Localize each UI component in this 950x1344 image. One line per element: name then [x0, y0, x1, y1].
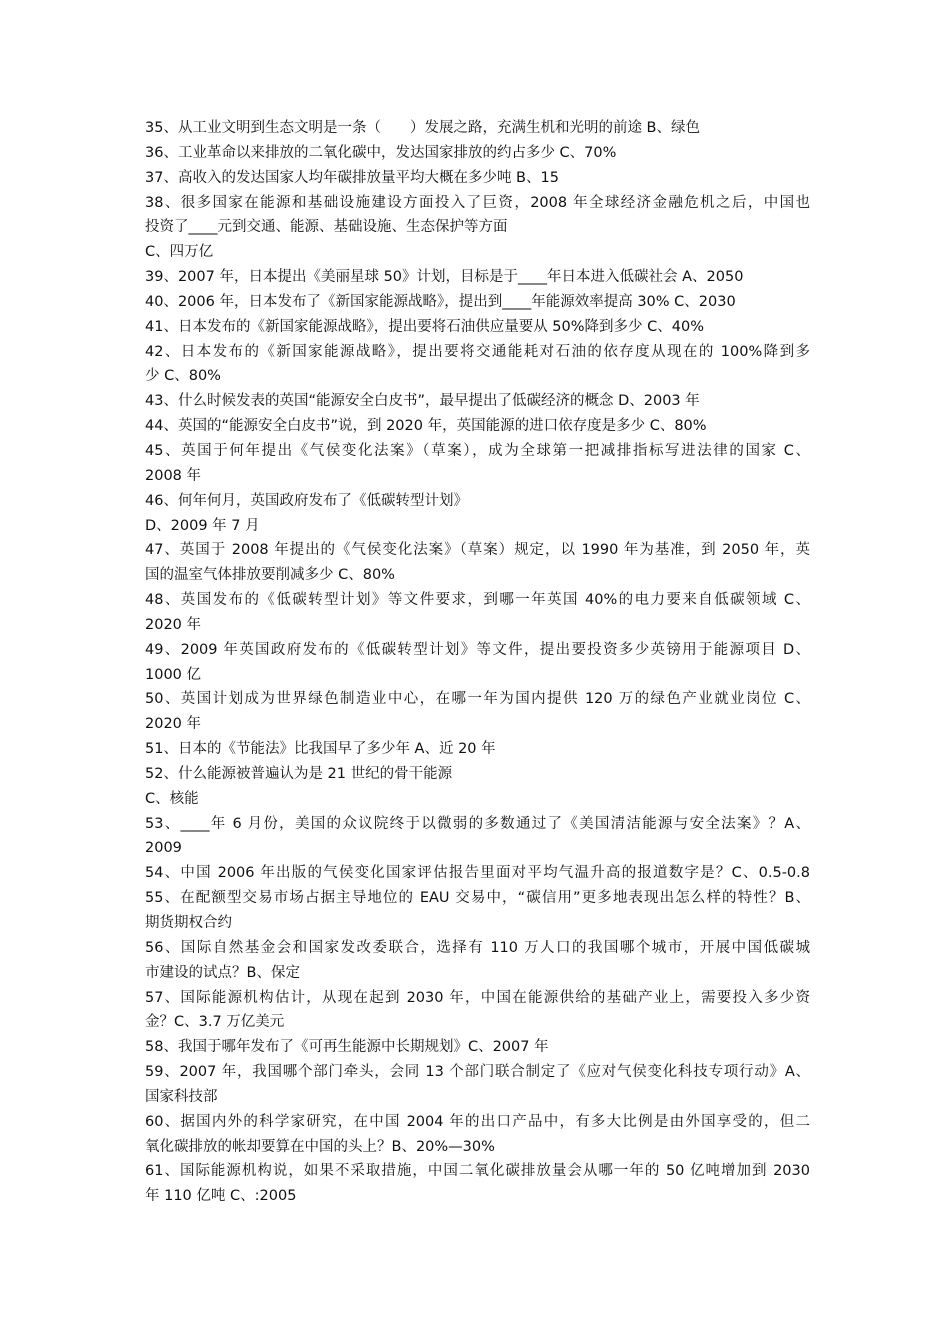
- text-line: 53、____年 6 月份，美国的众议院终于以微弱的多数通过了《美国清洁能源与安全法案》？A、: [145, 815, 810, 832]
- text-line: 43、什么时候发表的英国“能源安全白皮书”，最早提出了低碳经济的概念 D、2003 年: [145, 393, 700, 410]
- document-page: [145, 116, 810, 1209]
- text-line: 41、日本发布的《新国家能源战略》，提出要将石油供应量要从 50%降到多少 C、40%: [145, 318, 704, 335]
- text-line: 市建设的试点？B、保定: [145, 964, 300, 981]
- text-line: 2009: [145, 840, 182, 857]
- text-line: 60、据国内外的科学家研究，在中国 2004 年的出口产品中，有多大比例是由外国享受的，但二: [145, 1113, 810, 1130]
- text-line: 40、2006 年，日本发布了《新国家能源战略》，提出到____年能源效率提高 30% C、2030: [145, 293, 736, 310]
- text-line: 56、国际自然基金会和国家发改委联合，选择有 110 万人口的我国哪个城市，开展中国低碳城: [145, 939, 810, 956]
- text-line: 金？C、3.7 万亿美元: [145, 1014, 285, 1031]
- text-line: 61、国际能源机构说，如果不采取措施，中国二氧化碳排放量会从哪一年的 50 亿吨增加到 2030: [145, 1163, 810, 1180]
- text-line: 37、高收入的发达国家人均年碳排放量平均大概在多少吨 B、15: [145, 169, 559, 186]
- text-line: 国的温室气体排放要削减多少 C、80%: [145, 567, 395, 584]
- text-line: C、核能: [145, 790, 199, 807]
- text-line: 49、2009 年英国政府发布的《低碳转型计划》等文件，提出要投资多少英镑用于能源项目 D、: [145, 641, 810, 658]
- text-line: 59、2007 年，我国哪个部门牵头，会同 13 个部门联合制定了《应对气侯变化科技专项行动》A、: [145, 1064, 810, 1081]
- text-line: 55、在配额型交易市场占据主导地位的 EAU 交易中，“碳信用”更多地表现出怎么样的特性？B、: [145, 890, 810, 907]
- text-line: C、四万亿: [145, 244, 214, 261]
- text-line: 51、日本的《节能法》比我国早了多少年 A、近 20 年: [145, 741, 496, 758]
- text-line: 58、我国于哪年发布了《可再生能源中长期规划》C、2007 年: [145, 1039, 549, 1056]
- text-line: 54、中国 2006 年出版的气侯变化国家评估报告里面对平均气温升高的报道数字是？C、0.5-0.8: [145, 865, 810, 882]
- text-line: 52、什么能源被普遍认为是 21 世纪的骨干能源: [145, 765, 453, 782]
- text-line: 国家科技部: [145, 1088, 218, 1105]
- text-line: 35、从工业文明到生态文明是一条（ ）发展之路，充满生机和光明的前途 B、绿色: [145, 120, 701, 136]
- text-line: 1000 亿: [145, 666, 202, 683]
- text-line: 氧化碳排放的帐却要算在中国的头上？B、20%—30%: [145, 1138, 495, 1155]
- text-line: 46、何年何月，英国政府发布了《低碳转型计划》: [145, 492, 468, 509]
- text-line: 45、英国于何年提出《气侯变化法案》（草案），成为全球第一把减排指标写进法律的国家 C、: [145, 442, 810, 459]
- text-line: 50、英国计划成为世界绿色制造业中心，在哪一年为国内提供 120 万的绿色产业就业岗位 C、: [145, 691, 810, 708]
- text-line: D、2009 年 7 月: [145, 517, 260, 534]
- text-line: 57、国际能源机构估计，从现在起到 2030 年，中国在能源供给的基础产业上，需要投入多少资: [145, 989, 810, 1006]
- text-line: 年 110 亿吨 C、:2005: [145, 1188, 297, 1205]
- text-line: 42、日本发布的《新国家能源战略》，提出要将交通能耗对石油的依存度从现在的 100%降到多: [145, 343, 810, 360]
- text-line: 36、工业革命以来排放的二氧化碳中，发达国家排放的约占多少 C、70%: [145, 144, 617, 161]
- text-line: 2008 年: [145, 467, 202, 484]
- text-line: 少 C、80%: [145, 368, 221, 385]
- text-line: 2020 年: [145, 616, 202, 633]
- text-line: 2020 年: [145, 716, 202, 733]
- text-line: 投资了____元到交通、能源、基础设施、生态保护等方面: [145, 219, 508, 236]
- text-line: 48、英国发布的《低碳转型计划》等文件要求，到哪一年英国 40%的电力要来自低碳领域 C、: [145, 592, 810, 609]
- text-line: 期货期权合约: [145, 915, 232, 931]
- text-line: 47、英国于 2008 年提出的《气侯变化法案》（草案）规定，以 1990 年为基准，到 2050 年，英: [145, 542, 810, 559]
- text-line: 38、很多国家在能源和基础设施建设方面投入了巨资，2008 年全球经济金融危机之后，中国也: [145, 194, 810, 211]
- text-line: 39、2007 年，日本提出《美丽星球 50》计划，目标是于____年日本进入低碳社会 A、2050: [145, 269, 744, 286]
- text-line: 44、英国的“能源安全白皮书”说，到 2020 年，英国能源的进口依存度是多少 C、80%: [145, 418, 707, 435]
